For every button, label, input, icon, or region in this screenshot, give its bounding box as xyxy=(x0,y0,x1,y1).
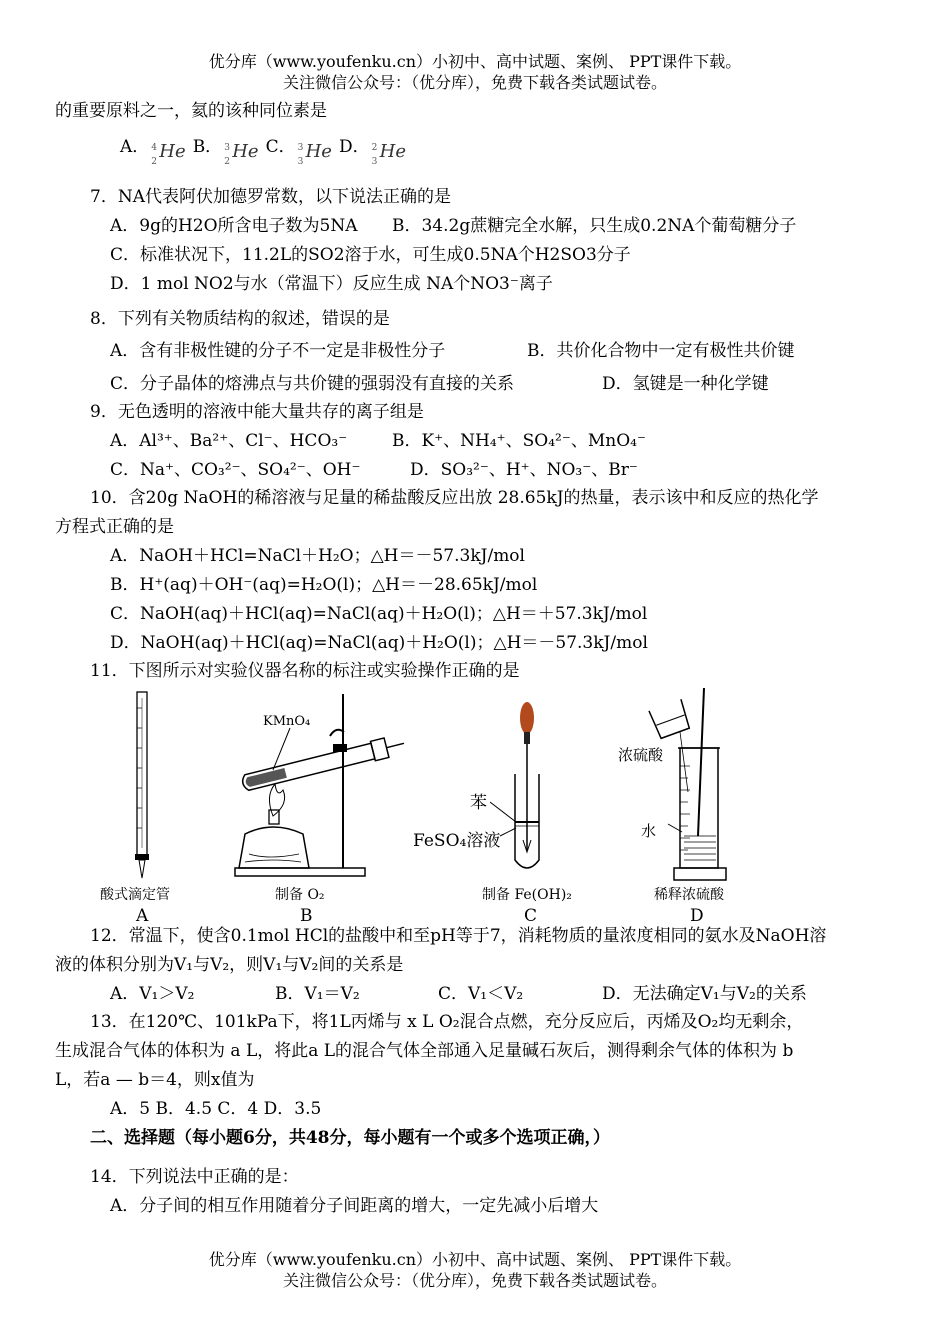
fig-a-letter: A xyxy=(136,906,149,926)
q11-stem: 11．下图所示对实验仪器名称的标注或实验操作正确的是 xyxy=(90,661,520,681)
q7-option-a[interactable]: A．9g的H2O所含电子数为5NA xyxy=(110,216,358,236)
q10-option-d[interactable]: D．NaOH(aq)＋HCl(aq)=NaCl(aq)＋H₂O(l)；△H＝－57.3kJ/mol xyxy=(110,633,648,653)
q6-option-b[interactable]: B． 3 2 He xyxy=(192,137,259,167)
dilution-figure xyxy=(640,686,730,884)
header-line-1: 优分库（www.youfenku.cn）小初中、高中试题、案例、 PPT课件下载。 xyxy=(208,52,742,71)
q12-option-b[interactable]: B．V₁＝V₂ xyxy=(275,984,360,1004)
feoh2-figure xyxy=(505,700,555,880)
q13-stem-3: L，若a — b＝4，则x值为 xyxy=(55,1070,255,1090)
q7-option-d[interactable]: D．1 mol NO2与水（常温下）反应生成 NA个NO3⁻离子 xyxy=(110,274,553,294)
q8-option-c[interactable]: C．分子晶体的熔沸点与共价键的强弱没有直接的关系 xyxy=(110,374,515,394)
q9-stem: 9．无色透明的溶液中能大量共存的离子组是 xyxy=(90,402,424,422)
fig-d-water-label: 水 xyxy=(641,822,657,840)
q9-option-b[interactable]: B．K⁺、NH₄⁺、SO₄²⁻、MnO₄⁻ xyxy=(392,431,646,451)
q7-stem: 7．NA代表阿伏加德罗常数，以下说法正确的是 xyxy=(90,187,451,207)
q6-stem-tail: 的重要原料之一，氦的该种同位素是 xyxy=(55,101,327,121)
fig-c-caption: 制备 Fe(OH)₂ xyxy=(482,887,572,903)
section-2-heading: 二、选择题（每小题6分，共48分，每小题有一个或多个选项正确，） xyxy=(90,1128,610,1148)
q9-option-d[interactable]: D．SO₃²⁻、H⁺、NO₃⁻、Br⁻ xyxy=(410,460,638,480)
q8-option-a[interactable]: A．含有非极性键的分子不一定是非极性分子 xyxy=(110,341,446,361)
fig-d-caption: 稀释浓硫酸 xyxy=(654,887,724,903)
q6-option-a[interactable]: A． 4 2 He xyxy=(120,137,186,167)
q12-option-a[interactable]: A．V₁＞V₂ xyxy=(110,984,195,1004)
fig-c-benzene-label: 苯 xyxy=(470,793,487,813)
q14-option-a[interactable]: A．分子间的相互作用随着分子间距离的增大，一定先减小后增大 xyxy=(110,1196,599,1216)
q9-option-c[interactable]: C．Na⁺、CO₃²⁻、SO₄²⁻、OH⁻ xyxy=(110,460,361,480)
q9-option-a[interactable]: A．Al³⁺、Ba²⁺、Cl⁻、HCO₃⁻ xyxy=(110,431,348,451)
fig-d-letter: D xyxy=(690,906,704,926)
footer-line-2: 关注微信公众号：（优分库），免费下载各类试题试卷。 xyxy=(282,1271,667,1290)
q10-option-c[interactable]: C．NaOH(aq)＋HCl(aq)=NaCl(aq)＋H₂O(l)；△H＝＋57.3kJ/mol xyxy=(110,604,648,624)
q12-stem-1: 12．常温下，使含0.1mol HCl的盐酸中和至pH等于7，消耗物质的量浓度相同的氨水及NaOH溶 xyxy=(90,926,827,946)
q6-option-d[interactable]: D． 2 3 He xyxy=(339,137,407,167)
fig-b-reagent-label: KMnO₄ xyxy=(263,714,311,729)
q12-option-c[interactable]: C．V₁＜V₂ xyxy=(438,984,524,1004)
fig-c-pointer-lines xyxy=(490,800,520,840)
fig-c-letter: C xyxy=(524,906,538,926)
q13-stem-1: 13．在120℃、101kPa下，将1L丙烯与 x L O₂混合点燃，充分反应后，丙烯及O₂均无剩余， xyxy=(90,1012,804,1032)
q8-stem: 8．下列有关物质结构的叙述，错误的是 xyxy=(90,309,390,329)
burette-figure xyxy=(128,688,158,880)
fig-b-letter: B xyxy=(300,906,313,926)
q6-options xyxy=(120,133,408,167)
q10-option-b[interactable]: B．H⁺(aq)＋OH⁻(aq)=H₂O(l)；△H＝－28.65kJ/mol xyxy=(110,575,538,595)
o2-apparatus-figure xyxy=(225,688,410,888)
q12-stem-2: 液的体积分别为V₁与V₂，则V₁与V₂间的关系是 xyxy=(55,955,404,975)
fig-a-caption: 酸式滴定管 xyxy=(100,887,170,903)
q8-option-b[interactable]: B．共价化合物中一定有极性共价键 xyxy=(527,341,795,361)
q10-option-a[interactable]: A．NaOH＋HCl=NaCl＋H₂O；△H＝－57.3kJ/mol xyxy=(110,546,525,566)
q10-stem-2: 方程式正确的是 xyxy=(55,517,174,537)
q7-option-b[interactable]: B．34.2g蔗糖完全水解，只生成0.2NA个葡萄糖分子 xyxy=(392,216,797,236)
q14-stem: 14．下列说法中正确的是： xyxy=(90,1167,299,1187)
footer-line-1: 优分库（www.youfenku.cn）小初中、高中试题、案例、 PPT课件下载。 xyxy=(208,1250,742,1269)
fig-c-feso4-label: FeSO₄溶液 xyxy=(413,831,501,851)
q6-option-c[interactable]: C． 3 3 He xyxy=(265,137,332,167)
q8-option-d[interactable]: D．氢键是一种化学键 xyxy=(602,374,769,394)
q12-option-d[interactable]: D．无法确定V₁与V₂的关系 xyxy=(602,984,807,1004)
fig-d-acid-label: 浓硫酸 xyxy=(618,746,664,764)
q7-option-c[interactable]: C．标准状况下，11.2L的SO2溶于水，可生成0.5NA个H2SO3分子 xyxy=(110,245,631,265)
q10-stem-1: 10．含20g NaOH的稀溶液与足量的稀盐酸反应出放 28.65kJ的热量，表示该中和反应的热化学 xyxy=(90,488,819,508)
q13-options[interactable]: A．5 B．4.5 C．4 D．3.5 xyxy=(110,1099,322,1119)
header-line-2: 关注微信公众号：（优分库），免费下载各类试题试卷。 xyxy=(282,73,667,92)
fig-b-caption: 制备 O₂ xyxy=(275,887,325,903)
q13-stem-2: 生成混合气体的体积为 a L，将此a L的混合气体全部通入足量碱石灰后，测得剩余气体的体积为 b xyxy=(55,1041,794,1061)
